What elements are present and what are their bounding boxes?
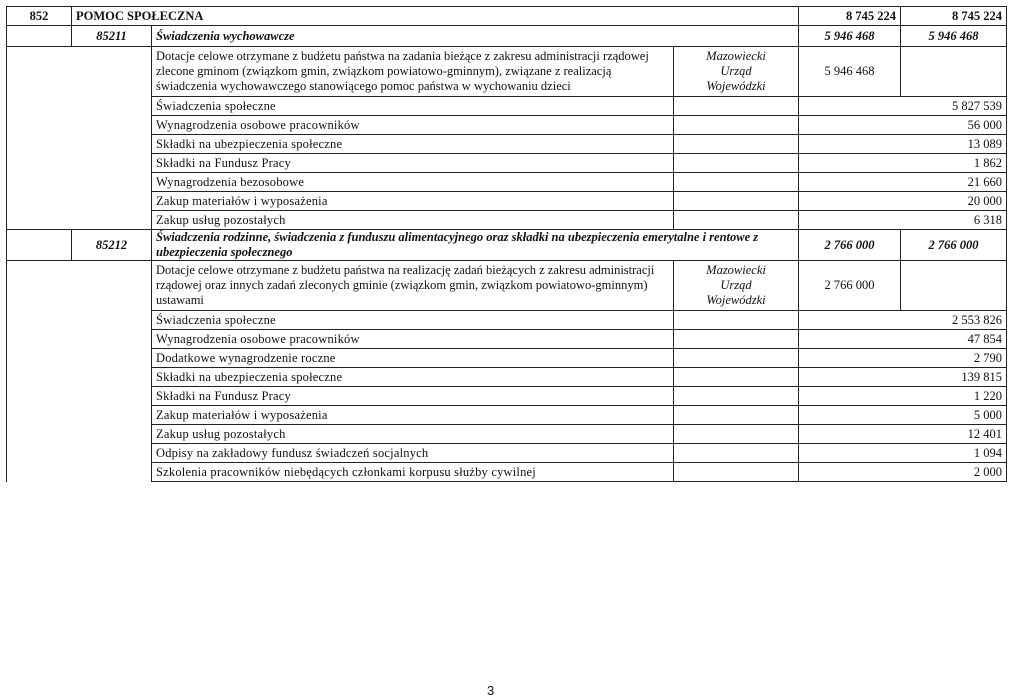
expense-label: Szkolenia pracowników niebędących członkami korpusu służby cywilnej	[152, 463, 674, 482]
expense-row	[7, 425, 1007, 444]
expense-row	[7, 211, 1007, 230]
expense-amount: 2 000	[901, 463, 1007, 482]
expense-row	[7, 349, 1007, 368]
expense-row	[7, 330, 1007, 349]
expense-row	[7, 406, 1007, 425]
expense-label: Zakup usług pozostałych	[152, 425, 674, 444]
grant-amount: 2 766 000	[799, 261, 901, 311]
expense-amount: 12 401	[901, 425, 1007, 444]
chapter-amount-a: 2 766 000	[799, 230, 901, 261]
expense-amount: 1 862	[901, 154, 1007, 173]
expense-label: Świadczenia społeczne	[152, 311, 674, 330]
expense-amount: 6 318	[901, 211, 1007, 230]
expense-row	[7, 192, 1007, 211]
chapter-row	[7, 230, 1007, 261]
chapter-amount-a: 5 946 468	[799, 26, 901, 47]
expense-row	[7, 154, 1007, 173]
expense-label: Składki na ubezpieczenia społeczne	[152, 368, 674, 387]
expense-row	[7, 135, 1007, 154]
expense-row	[7, 463, 1007, 482]
chapter-row	[7, 26, 1007, 47]
institution-line: Urząd	[720, 64, 752, 78]
expense-row	[7, 116, 1007, 135]
expense-label: Zakup materiałów i wyposażenia	[152, 192, 674, 211]
page-number: 3	[487, 683, 495, 698]
expense-row	[7, 97, 1007, 116]
expense-label: Wynagrodzenia osobowe pracowników	[152, 330, 674, 349]
grant-institution	[674, 47, 799, 97]
chapter-code: 85212	[72, 230, 152, 261]
chapter-code: 85211	[72, 26, 152, 47]
chapter-name: Świadczenia wychowawcze	[152, 26, 799, 47]
expense-label: Zakup materiałów i wyposażenia	[152, 406, 674, 425]
expense-amount: 1 220	[901, 387, 1007, 406]
expense-amount: 1 094	[901, 444, 1007, 463]
expense-label: Zakup usług pozostałych	[152, 211, 674, 230]
expense-label: Dodatkowe wynagrodzenie roczne	[152, 349, 674, 368]
expense-row	[7, 444, 1007, 463]
expense-row	[7, 387, 1007, 406]
grant-amount: 5 946 468	[799, 47, 901, 97]
expense-row	[7, 311, 1007, 330]
chapter-name: Świadczenia rodzinne, świadczenia z funduszu alimentacyjnego oraz składki na ubezpieczenia emerytalne i rentowe z ubezpieczenia społecznego	[152, 230, 799, 261]
grant-description: Dotacje celowe otrzymane z budżetu państwa na realizację zadań bieżących z zakresu administracji rządowej oraz innych zadań zleconych gminie (związkom gmin, związkom powiatowo-gminnym) ustawami	[152, 261, 674, 311]
expense-row	[7, 368, 1007, 387]
grant-row	[7, 261, 1007, 311]
institution-line: Urząd	[720, 278, 752, 292]
division-amount-a: 8 745 224	[799, 7, 901, 26]
expense-amount: 5 000	[901, 406, 1007, 425]
budget-table	[6, 6, 1007, 482]
grant-row	[7, 47, 1007, 97]
institution-line: Mazowiecki	[706, 263, 766, 277]
expense-amount: 2 790	[901, 349, 1007, 368]
expense-label: Składki na Fundusz Pracy	[152, 387, 674, 406]
chapter-amount-b: 2 766 000	[901, 230, 1007, 261]
expense-label: Składki na Fundusz Pracy	[152, 154, 674, 173]
grant-description: Dotacje celowe otrzymane z budżetu państwa na zadania bieżące z zakresu administracji rządowej zlecone gminom (związkom gmin, związkom powiatowo-gminnym), związane z realizacją świadczenia wychowawczego stanowiącego pomoc państwa w wychowaniu dzieci	[152, 47, 674, 97]
expense-amount: 21 660	[901, 173, 1007, 192]
institution-line: Wojewódzki	[706, 293, 766, 307]
expense-amount: 20 000	[901, 192, 1007, 211]
expense-label: Świadczenia społeczne	[152, 97, 674, 116]
division-code: 852	[7, 7, 72, 26]
expense-amount: 2 553 826	[901, 311, 1007, 330]
division-amount-b: 8 745 224	[901, 7, 1007, 26]
expense-amount: 13 089	[901, 135, 1007, 154]
expense-label: Wynagrodzenia bezosobowe	[152, 173, 674, 192]
expense-amount: 5 827 539	[901, 97, 1007, 116]
expense-amount: 56 000	[901, 116, 1007, 135]
expense-amount: 47 854	[901, 330, 1007, 349]
institution-line: Mazowiecki	[706, 49, 766, 63]
division-row	[7, 7, 1007, 26]
division-name: POMOC SPOŁECZNA	[72, 7, 799, 26]
institution-line: Wojewódzki	[706, 79, 766, 93]
expense-label: Składki na ubezpieczenia społeczne	[152, 135, 674, 154]
expense-row	[7, 173, 1007, 192]
chapter-amount-b: 5 946 468	[901, 26, 1007, 47]
expense-label: Odpisy na zakładowy fundusz świadczeń socjalnych	[152, 444, 674, 463]
grant-institution	[674, 261, 799, 311]
expense-label: Wynagrodzenia osobowe pracowników	[152, 116, 674, 135]
expense-amount: 139 815	[901, 368, 1007, 387]
